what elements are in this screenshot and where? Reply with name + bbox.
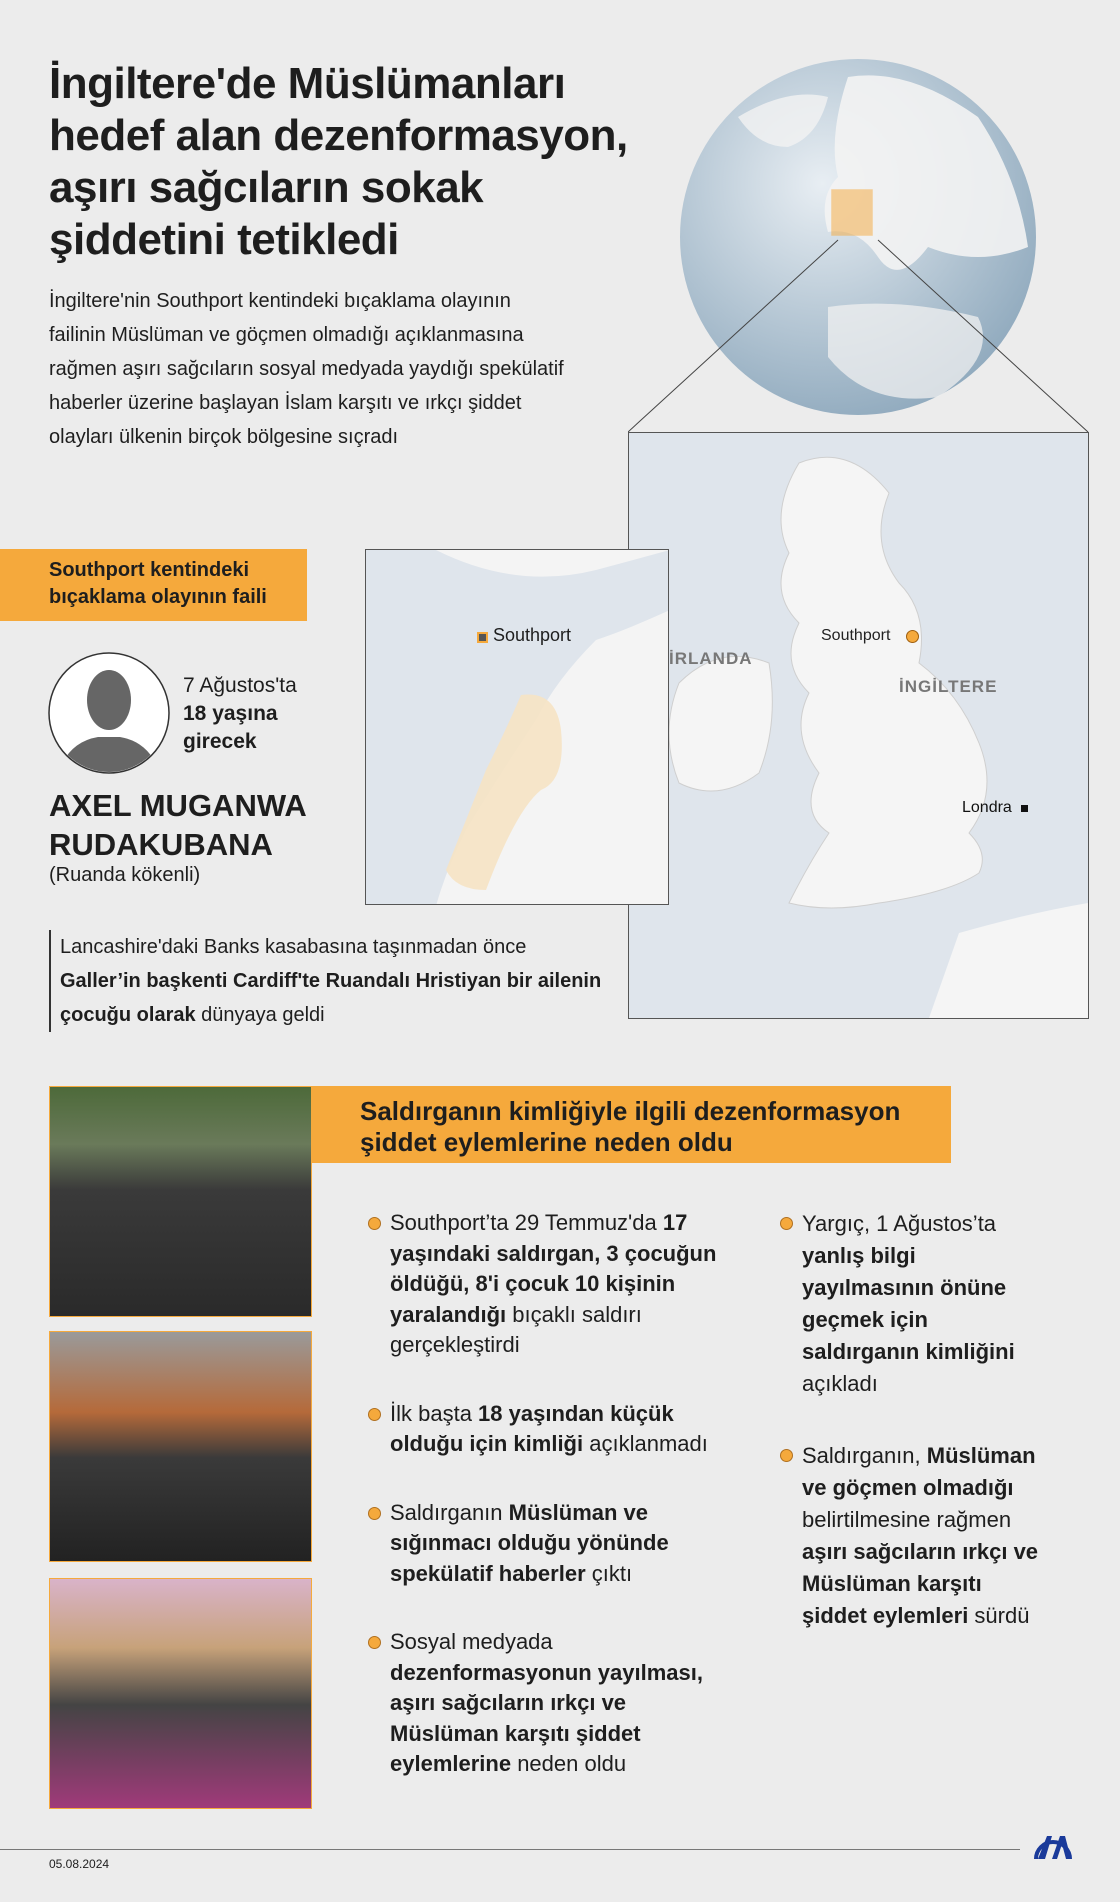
intro-paragraph: İngiltere'nin Southport kentindeki bıçaklama olayının failinin Müslüman ve göçmen olmadığı açıklanmasına rağmen aşırı sağcıların sosyal medyada yaydığı spekülatif haberler üzerine başlayan İslam karşıtı ve ırkçı şiddet olayları ülkenin birçok bölgesine sıçradı	[49, 290, 564, 448]
name-line-2: RUDAKUBANA	[49, 827, 273, 862]
london-marker-icon	[1021, 805, 1028, 812]
quote-text-end: dünyaya geldi	[195, 1004, 325, 1026]
birth-quote	[49, 930, 609, 1032]
bullet-text: Southport’ta 29 Temmuz'da	[390, 1210, 663, 1235]
inset-label-southport: Southport	[493, 625, 572, 645]
bullet-item	[390, 1498, 720, 1590]
bullet-text: açıklanmadı	[583, 1431, 708, 1456]
southport-marker-icon	[906, 630, 919, 643]
avatar-silhouette-icon	[48, 652, 170, 774]
bullet-text: sürdü	[968, 1603, 1030, 1628]
label-london: Londra	[962, 799, 1012, 816]
quote-bold: Galler’in başkenti Cardiff'te Ruandalı Hristiyan bir ailenin çocuğu olarak	[60, 970, 602, 1026]
bullet-dot-icon	[368, 1636, 381, 1649]
name-line-1: AXEL MUGANWA	[49, 788, 307, 823]
footer-date: 05.08.2024	[49, 1857, 110, 1871]
uk-map	[628, 432, 1089, 1019]
perpetrator-header: Southport kentindeki bıçaklama olayının faili	[0, 549, 307, 621]
bullets-left	[390, 1208, 720, 1818]
zoom-connector-lines	[628, 190, 1089, 435]
bullet-text: dezenformasyonun yayılması, aşırı sağcıların ırkçı ve Müslüman karşıtı şiddet eylemlerine	[390, 1659, 703, 1776]
bullets-right	[802, 1208, 1042, 1670]
bullet-dot-icon	[368, 1408, 381, 1421]
age-note	[183, 672, 297, 756]
quote-text: Lancashire'daki Banks kasabasına taşınmadan önce	[60, 936, 527, 958]
age-line: 7 Ağustos'ta	[183, 674, 297, 697]
label-ireland: İRLANDA	[669, 649, 753, 668]
bullet-dot-icon	[368, 1507, 381, 1520]
bullet-text: Sosyal medyada	[390, 1629, 553, 1654]
bullet-item	[802, 1208, 1042, 1400]
bullet-text: 17 yaşındaki saldırgan, 3 çocuğun öldüğü, 8'i çocuk 10 kişinin yaralandığı	[390, 1210, 717, 1327]
bullet-text: aşırı sağcıların ırkçı ve Müslüman karşıtı şiddet eylemleri	[802, 1539, 1039, 1628]
bullet-text: Saldırganın	[390, 1499, 509, 1525]
bullet-text: yanlış bilgi yayılmasının önüne geçmek için saldırganın kimliğini	[802, 1243, 1015, 1364]
perpetrator-origin: (Ruanda kökenli)	[49, 864, 201, 886]
section-title: Saldırganın kimliğiyle ilgili dezenformasyon şiddet eylemlerine neden oldu	[312, 1086, 951, 1163]
bullet-text: Müslüman ve sığınmacı olduğu yönünde spekülatif haberler	[390, 1499, 669, 1586]
riot-photo-1	[49, 1086, 312, 1317]
bullet-item	[390, 1208, 720, 1361]
bullet-text: İlk başta	[390, 1400, 479, 1426]
bullet-text: açıkladı	[802, 1371, 878, 1396]
age-bold: 18 yaşına girecek	[183, 702, 278, 753]
southport-square-icon	[477, 632, 488, 643]
bullet-item	[802, 1440, 1042, 1632]
southport-inset-map	[365, 549, 669, 905]
label-southport: Southport	[821, 627, 891, 644]
bullet-dot-icon	[780, 1449, 793, 1462]
bullet-text: 18 yaşından küçük olduğu için kimliği	[390, 1400, 674, 1456]
bullet-text: Müslüman ve göçmen olmadığı	[802, 1443, 1036, 1500]
bullet-text: Saldırganın,	[802, 1443, 927, 1468]
bullet-dot-icon	[780, 1217, 793, 1230]
bullet-item	[390, 1399, 720, 1460]
bullet-text: neden oldu	[511, 1751, 627, 1776]
label-england: İNGİLTERE	[899, 677, 998, 696]
bullet-item	[390, 1627, 720, 1780]
riot-photo-2	[49, 1331, 312, 1562]
riot-photo-3	[49, 1578, 312, 1809]
bullet-dot-icon	[368, 1217, 381, 1230]
bullet-text: belirtilmesine rağmen	[802, 1507, 1012, 1532]
perpetrator-name	[49, 786, 307, 864]
page-title: İngiltere'de Müslümanları hedef alan dezenformasyon, aşırı sağcıların sokak şiddetini tetikledi	[49, 59, 628, 264]
bullet-text: Yargıç, 1 Ağustos’ta	[802, 1211, 997, 1236]
footer-divider	[0, 1849, 1020, 1850]
bullet-text: bıçaklı saldırı gerçekleştirdi	[390, 1301, 642, 1357]
aa-logo-icon	[1032, 1826, 1074, 1860]
bullet-text: çıktı	[585, 1560, 633, 1586]
